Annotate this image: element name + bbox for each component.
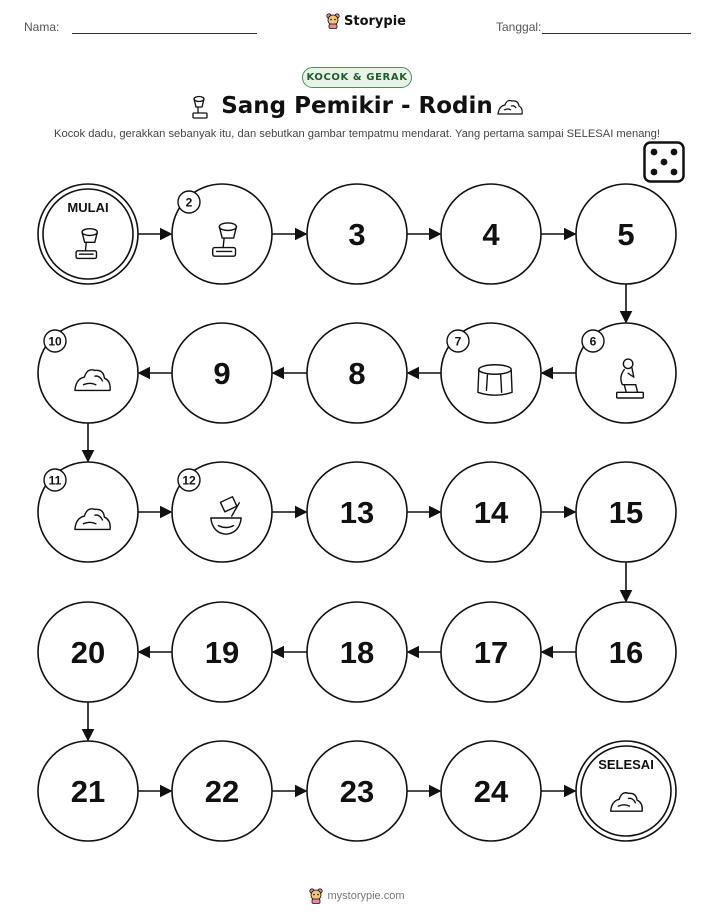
board-space-20[interactable] [38, 602, 138, 702]
space-number: 21 [70, 774, 106, 809]
start-space[interactable] [38, 184, 138, 284]
board-space-23[interactable] [307, 741, 407, 841]
footer-url[interactable]: mystorypie.com [327, 890, 405, 902]
board-space-19[interactable] [172, 602, 272, 702]
start-label: MULAI [67, 200, 109, 215]
board-space-21[interactable] [38, 741, 138, 841]
space-number: 10 [48, 334, 62, 349]
space-number: 14 [473, 495, 509, 530]
space-number: 18 [339, 635, 375, 670]
space-number: 19 [204, 635, 240, 670]
board-space-10[interactable] [38, 323, 138, 423]
space-number: 17 [473, 635, 509, 670]
board-space-24[interactable] [441, 741, 541, 841]
space-number: 20 [70, 635, 106, 670]
brand-name: Storypie [344, 13, 406, 29]
board-space-22[interactable] [172, 741, 272, 841]
space-number: 8 [348, 356, 366, 391]
board-space-2[interactable] [172, 184, 272, 284]
finish-label: SELESAI [598, 757, 654, 772]
board-space-14[interactable] [441, 462, 541, 562]
board-space-9[interactable] [172, 323, 272, 423]
space-number: 11 [48, 473, 62, 488]
board-space-16[interactable] [576, 602, 676, 702]
board-space-11[interactable] [38, 462, 138, 562]
space-number: 22 [204, 774, 240, 809]
category-badge: KOCOK & GERAK [302, 67, 412, 88]
board-space-15[interactable] [576, 462, 676, 562]
space-number: 6 [589, 334, 597, 349]
board-space-8[interactable] [307, 323, 407, 423]
instructions: Kocok dadu, gerakkan sebanyak itu, dan sebutkan gambar tempatmu mendarat. Yang pertama sampai SELESAI menang! [54, 128, 660, 140]
space-number: 12 [182, 473, 196, 488]
board-space-5[interactable] [576, 184, 676, 284]
bear-mascot-icon [309, 888, 323, 904]
space-number: 23 [339, 774, 375, 809]
space-number: 7 [454, 334, 462, 349]
board-space-7[interactable] [441, 323, 541, 423]
board-space-3[interactable] [307, 184, 407, 284]
board-space-13[interactable] [307, 462, 407, 562]
board-space-18[interactable] [307, 602, 407, 702]
space-number: 9 [213, 356, 231, 391]
space-number: 2 [185, 195, 193, 210]
space-number: 4 [482, 217, 500, 252]
page-title: Sang Pemikir - Rodin [221, 93, 493, 119]
board-space-17[interactable] [441, 602, 541, 702]
footer [0, 888, 714, 904]
space-number: 3 [348, 217, 366, 252]
space-number: 5 [617, 217, 635, 252]
name-label: Nama: [24, 20, 60, 34]
space-number: 24 [473, 774, 509, 809]
board-space-4[interactable] [441, 184, 541, 284]
board-space-12[interactable] [172, 462, 272, 562]
finish-space[interactable] [576, 741, 676, 841]
date-label: Tanggal: [496, 20, 542, 34]
space-number: 16 [608, 635, 644, 670]
space-number: 15 [608, 495, 644, 530]
space-number: 13 [339, 495, 375, 530]
board-space-6[interactable] [576, 323, 676, 423]
